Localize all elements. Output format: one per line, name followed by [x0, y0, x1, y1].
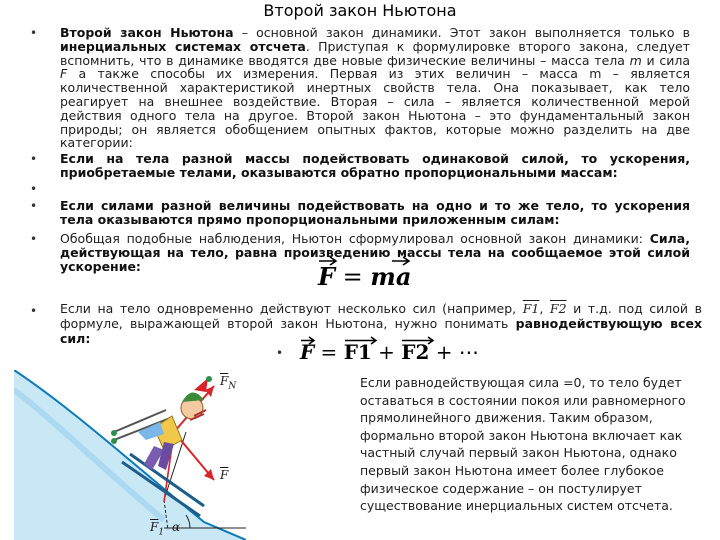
intro-text-1: – основной закон динамики. Этот закон выполняется только в	[233, 25, 690, 40]
sum-equals: =	[314, 340, 344, 364]
sum-ellipsis: + ⋯	[429, 340, 479, 364]
bullet-marker: •	[30, 26, 38, 40]
colon: :	[85, 331, 91, 346]
different-force-text: Если силами разной величины подействовать на одно и то же тело, то ускорения тела оказываются прямо пропорциональными приложенным силам:	[60, 198, 690, 227]
multiple-forces-text-1: Если на тело одновременно действуют несколько сил (например,	[60, 301, 523, 316]
bullet-marker: •	[30, 152, 38, 166]
label-n-sub: N	[228, 381, 237, 392]
bullet-marker: •	[276, 346, 284, 360]
vector-arrow-icon	[344, 336, 378, 345]
multiple-forces-text-2: и т.д. под силой в формуле, выражающей второй закон Ньютона, нужно понимать	[60, 301, 702, 331]
generalization-text: Обобщая подобные наблюдения, Ньютон сформулировал основной закон динамики:	[60, 231, 650, 246]
slide-title: Второй закон Ньютона	[263, 1, 457, 20]
intro-text-3: и сила	[641, 52, 690, 68]
different-force-paragraph	[60, 199, 690, 227]
formula-sum-of-forces	[300, 340, 479, 364]
skier-on-slope-figure	[14, 370, 246, 540]
formula-force: F	[318, 262, 336, 291]
comma-sep: ,	[539, 301, 550, 316]
formula-mass-acceleration: ma	[370, 262, 412, 291]
label-f1-letter: $\overline{F}$	[150, 520, 159, 534]
same-force-paragraph	[60, 152, 690, 180]
bullet-marker: •	[30, 304, 38, 318]
label-f1-sub: 1	[158, 527, 165, 538]
intro-text-4: а также способы их измерения. Первая из этих величин – масса m – является количественной характеристикой инертных свойств тела. Она показывает, как тело реагирует на внешнее воздействие. Вторая – сила – является количественной мерой действия одного тела на другое. Второй закон Ньютона – это фундаментальный закон природы; он является обобщением опытных фактов, которые можно разделить на две категории:	[60, 66, 690, 151]
label-force-component	[150, 520, 164, 537]
mass-symbol: m	[629, 52, 642, 68]
formula-equals: =	[335, 263, 371, 291]
bullet-marker: •	[30, 232, 38, 246]
inertial-frames-term: инерциальных системах отсчета	[60, 38, 306, 54]
sum-f1: F1	[343, 340, 372, 364]
resultant-force-term: равнодействующую всех сил	[60, 316, 703, 346]
sum-f2: F2	[401, 340, 430, 364]
intro-paragraph	[60, 26, 690, 150]
vector-arrow-icon	[401, 336, 435, 345]
force-symbol: F	[60, 66, 68, 82]
vector-arrow-icon	[391, 256, 411, 266]
vector-arrow-icon	[300, 336, 316, 345]
same-force-text: Если на тела разной массы подействовать одинаковой силой, то ускорения, приобретаемые телами, оказываются обратно пропорциональными массам:	[60, 151, 690, 180]
sum-force: F	[300, 340, 315, 364]
intro-text-2: . Приступая к формулировке второго закона, следует вспомнить, что в динамике вводятся две новые физические величины – масса тела	[60, 38, 691, 68]
label-normal-force: $\overline{F}_N$	[220, 374, 237, 392]
vector-f1: F1	[522, 301, 540, 316]
label-angle-alpha: α	[172, 520, 181, 534]
bullet-marker: •	[30, 199, 38, 213]
vector-arrow-icon	[318, 256, 338, 266]
second-law-term: Второй закон Ньютона	[60, 25, 234, 40]
first-law-paragraph: Если равнодействующая сила =0, то тело будет оставаться в состоянии покоя или равномерного прямолинейного движения. Таким образом, формально второй закон Ньютона включает как частный случай первый закон Ньютона, однако первый закон Ньютона имеет более глубокое физическое содержание – он постулирует существование инерциальных систем отсчета.	[360, 375, 686, 514]
newton-law-statement: Сила, действующая на тело, равна произведению массы тела на сообщаемое этой силой ускорение:	[60, 231, 690, 274]
formula-f-equals-ma	[318, 262, 411, 291]
vector-f2: F2	[549, 301, 567, 316]
label-force: $\overline{F}$	[220, 468, 229, 482]
sum-plus: +	[371, 340, 402, 364]
bullet-marker: •	[30, 182, 38, 196]
